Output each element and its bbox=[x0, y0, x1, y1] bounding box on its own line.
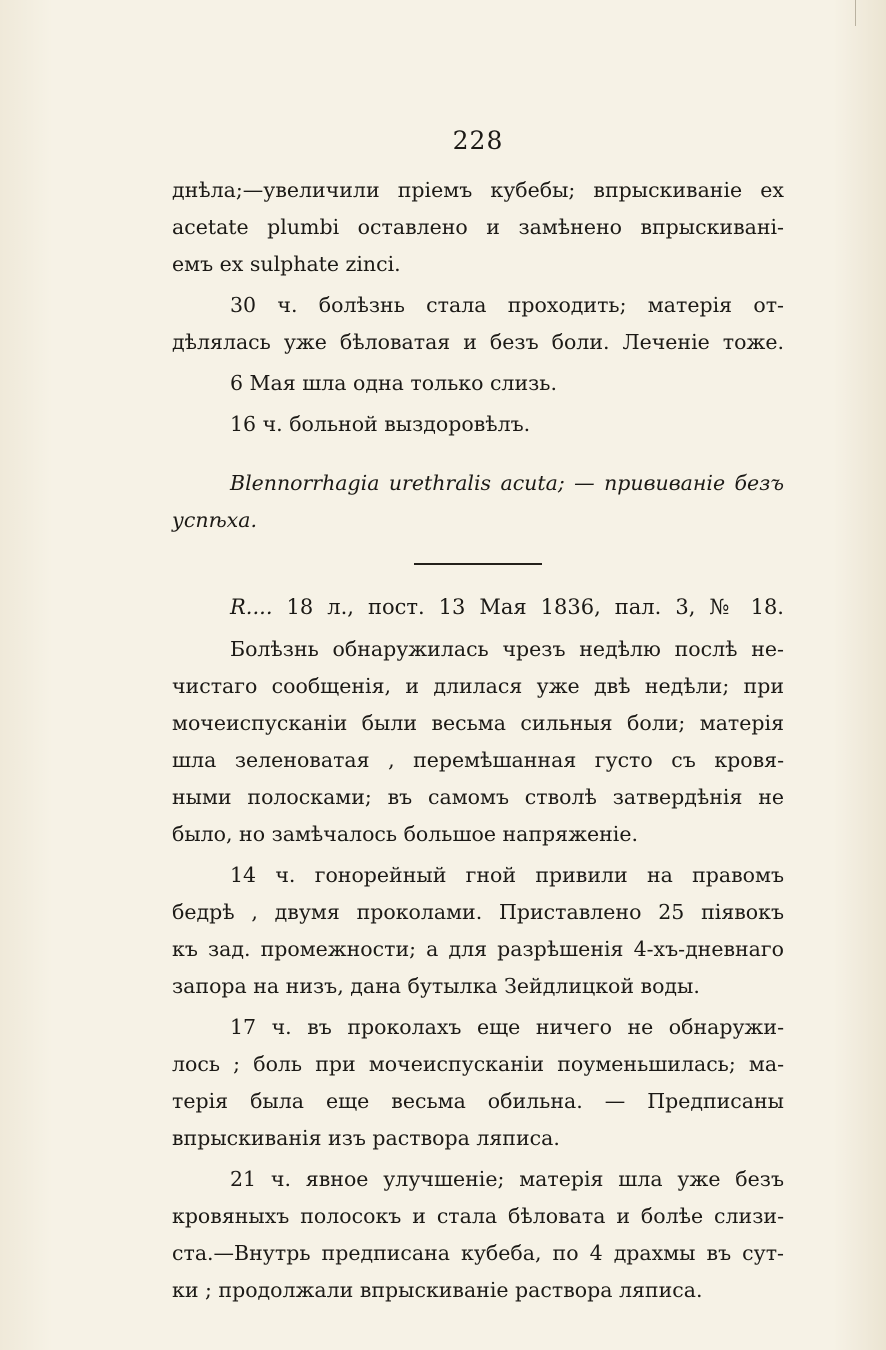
text-line: впрыскиванія изъ раствора ляписа. bbox=[172, 1126, 560, 1150]
text-line: днѣла;—увеличили пріемъ кубебы; впрыскиваніе ex bbox=[172, 178, 784, 202]
text-line: къ зад. промежности; а для разрѣшенія 4-хъ-дневнаго bbox=[172, 937, 784, 961]
text-line: Blennorrhagia urethralis acuta; — прививаніе безъ bbox=[230, 471, 784, 495]
text-line: ста.—Внутрь предписана кубеба, по 4 драхмы въ сут- bbox=[172, 1241, 784, 1265]
page-edge-mark bbox=[855, 0, 856, 26]
text-line: чистаго сообщенія, и длилася уже двѣ недѣли; при bbox=[172, 674, 784, 698]
paragraph-day-14 bbox=[172, 857, 784, 1005]
patient-initial: R.... bbox=[230, 595, 273, 619]
page-number: 228 bbox=[452, 126, 504, 155]
text-line: 30 ч. болѣзнь стала проходить; матерія от- bbox=[230, 293, 784, 317]
diagnosis bbox=[172, 465, 784, 539]
text-line: Болѣзнь обнаружилась чрезъ недѣлю послѣ не- bbox=[230, 637, 784, 661]
paragraph-day-16: 16 ч. больной выздоровѣлъ. bbox=[230, 412, 531, 436]
text-line: 21 ч. явное улучшеніе; матерія шла уже безъ bbox=[230, 1167, 784, 1191]
text-line: емъ ex sulphate zinci. bbox=[172, 252, 401, 276]
paragraph-continuation bbox=[172, 172, 784, 283]
text-line: мочеиспусканіи были весьма сильныя боли; матерія bbox=[172, 711, 784, 735]
case-details: 18 л., пост. 13 Мая 1836, пал. 3, № 18. bbox=[286, 595, 784, 619]
paragraph-may-6: 6 Мая шла одна только слизь. bbox=[230, 371, 557, 395]
text-line: терія была еще весьма обильна. — Предписаны bbox=[172, 1089, 784, 1113]
paragraph-day-30 bbox=[172, 287, 784, 361]
text-line: лось ; боль при мочеиспусканіи поуменьшилась; ма- bbox=[172, 1052, 784, 1076]
text-block bbox=[172, 118, 784, 1309]
section-divider bbox=[414, 563, 542, 565]
text-line: ки ; продолжали впрыскиваніе раствора ляписа. bbox=[172, 1278, 703, 1302]
text-line: ными полосками; въ самомъ стволѣ затвердѣнія не bbox=[172, 785, 784, 809]
text-line: дѣлялась уже бѣловатая и безъ боли. Леченіе тоже. bbox=[172, 330, 784, 354]
text-line: acetate plumbi оставлено и замѣнено впрыскивані- bbox=[172, 215, 784, 239]
case-header bbox=[172, 587, 784, 627]
text-line: бедрѣ , двумя проколами. Приставлено 25 піявокъ bbox=[172, 900, 784, 924]
paragraph-history bbox=[172, 631, 784, 853]
paragraph-day-17 bbox=[172, 1009, 784, 1157]
text-line: 17 ч. въ проколахъ еще ничего не обнаружи- bbox=[230, 1015, 784, 1039]
text-line: 14 ч. гонорейный гной привили на правомъ bbox=[230, 863, 784, 887]
text-line: шла зеленоватая , перемѣшанная густо съ кровя- bbox=[172, 748, 784, 772]
paragraph-day-21 bbox=[172, 1161, 784, 1309]
text-line: было, но замѣчалось большое напряженіе. bbox=[172, 822, 638, 846]
text-line: кровяныхъ полосокъ и стала бѣловата и болѣе слизи- bbox=[172, 1204, 784, 1228]
text-line: запора на низъ, дана бутылка Зейдлицкой воды. bbox=[172, 974, 700, 998]
text-line: успѣха. bbox=[172, 508, 257, 532]
